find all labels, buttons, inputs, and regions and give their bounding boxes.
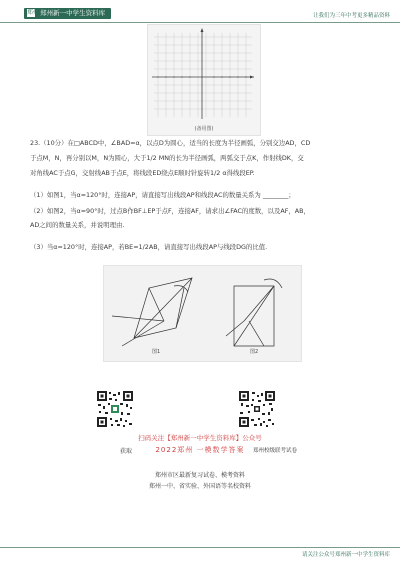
footer-bar	[0, 547, 400, 548]
qr-code-right[interactable]	[238, 390, 276, 428]
promo-line-2: 2022郑州 一模数学答案	[155, 446, 245, 454]
question-line-3: 对角线AC于点G，交射线AB于点E，将线段ED绕点E顺时针旋转1/2 α得线段EP.	[30, 169, 255, 177]
question-line-1: 23.（10分）在□ABCD中，∠BAD=α，以点D为圆心，适当的长度为半径画弧，分别交边AD，CD	[30, 139, 311, 147]
qr-code-right-icon	[238, 390, 276, 428]
promo-line-3: 郑州市区最新复习试卷、模考资料	[154, 472, 245, 479]
promo-line-1: 扫码关注【郑州新一中学生资料库】公众号	[138, 434, 262, 442]
subquestion-3-part-a: （3）当α=120°时，连接AP，若BE=	[30, 243, 139, 251]
figure-1-caption: 图1	[152, 349, 161, 355]
qr-code-left-icon	[96, 390, 134, 428]
coordinate-graph	[147, 24, 261, 136]
qr-code-left[interactable]	[96, 390, 134, 428]
brand-text: 郑州新一中学生资料库	[40, 9, 106, 17]
footer-text: 请关注公众号郑州新一中学生资料库	[301, 552, 390, 558]
coordinate-grid-svg	[148, 25, 260, 125]
graph-caption: (备用图)	[194, 126, 214, 132]
header-right-text: 让我们为三年中考更多精品资料	[312, 13, 390, 19]
figure-2-caption: 图2	[250, 349, 259, 355]
question-line-2: 于点M，N，再分别以M，N为圆心，大于1/2 MN的长为半径画弧，两弧交于点K，作射线DK，交	[30, 154, 304, 162]
figure-1-drawing	[112, 278, 192, 346]
subquestion-3-fraction: 1/2	[138, 243, 149, 251]
promo-get-label: 获取	[120, 448, 133, 455]
brand-badge	[24, 8, 111, 19]
subquestion-3-part-b: AB，请直接写出线段AP与线段DG的比值.	[148, 243, 268, 251]
geometry-figures-svg	[104, 266, 301, 361]
promo-line-4: 郑州一中、省实验、外国语等名校资料	[148, 483, 251, 490]
figure-panel	[103, 265, 302, 362]
subquestion-3	[30, 242, 390, 253]
subquestion-2-cont: AD之间的数量关系，并说明理由.	[30, 221, 125, 229]
promo-line-2-right: 郑州校级联考试卷	[253, 448, 298, 454]
subquestion-2: （2）如图2，当α=90°时，过点B作BF⊥EP于点F，连接AF，请求出∠FAC的度数，以及AF，AB，	[30, 207, 310, 215]
figure-2-drawing	[226, 279, 282, 346]
subquestion-1: （1）如图1，当α=120°时，连接AP，请直接写出线段AP和线段AC的数量关系为 ________；	[30, 191, 295, 199]
brand-logo: 郑州	[27, 9, 40, 16]
header-bar	[0, 0, 400, 23]
